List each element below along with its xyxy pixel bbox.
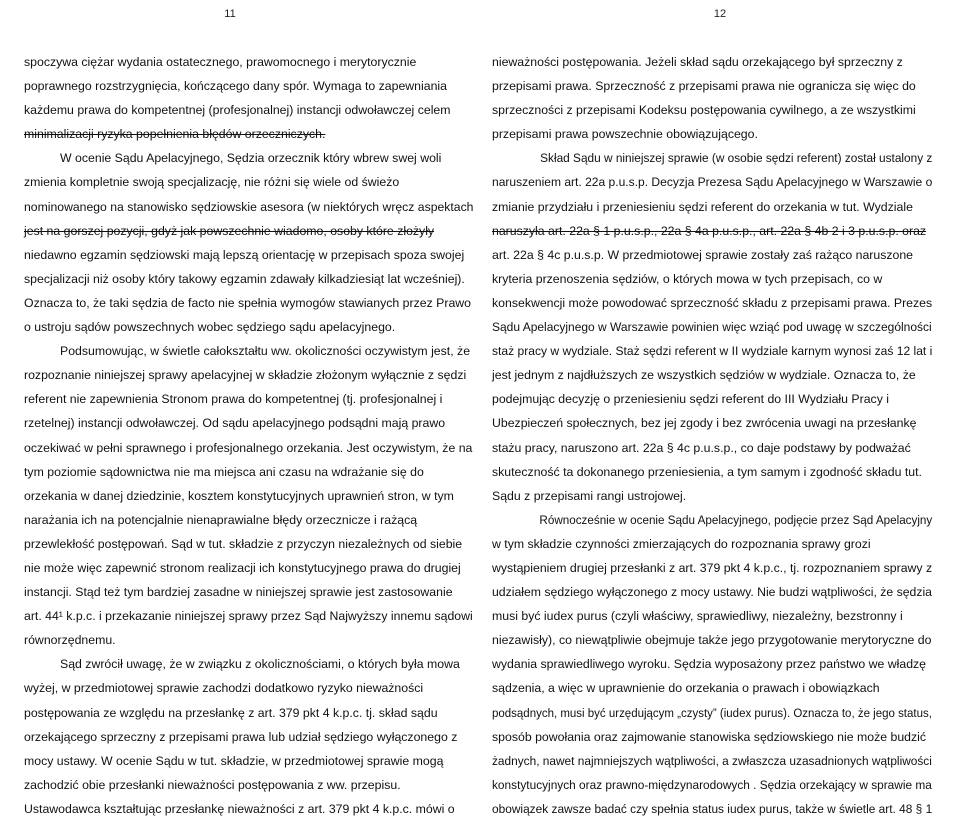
text-line: podsądnych, musi być urzędującym „czysty” (iudex purus). Oznacza to, że jego status, <box>492 705 932 720</box>
text-line: nie może więc zapewnić stronom realizacji ich konstytucyjnego prawa do drugiej <box>24 560 461 575</box>
paragraph-first-line: Równocześnie w ocenie Sądu Apelacyjnego, podjęcie przez Sąd Apelacyjny <box>539 512 933 527</box>
text-line: rozpoznanie niniejszej sprawy apelacyjnej w składzie złożonym wyłącznie z sędzi <box>24 368 467 383</box>
text-line: spoczywa ciężar wydania ostatecznego, prawomocnego i merytorycznie <box>24 55 417 69</box>
text-line: wystąpieniem drugiej przesłanki z art. 379 pkt 4 k.p.c., tj. rozpoznaniem sprawy z <box>492 560 933 575</box>
page-number: 12 <box>713 8 727 20</box>
text-line: staż pracy w wydziale. Staż sędzi referent w II wydziale karnym wynosi zaś 12 lat i <box>492 344 933 359</box>
text-line: Sądu Apelacyjnego w Warszawie powinien więc wziąć pod uwagę w szczególności <box>492 320 932 335</box>
text-line: skuteczność ta dokonanego przeniesienia, a tym samym i zgodność składu tut. <box>492 464 922 479</box>
text-line: Sądu z przepisami rangi ustrojowej. <box>492 488 687 503</box>
text-line: konstytucyjnych oraz prawno-międzynarodowych . Sędzia orzekający w sprawie ma <box>492 777 932 792</box>
text-line: musi być iudex purus (czyli właściwy, sprawiedliwy, niezależny, bezstronny i <box>492 609 903 624</box>
text-line: orzekającego sprzeczny z przepisami prawa lub udział sędziego wyłączonego z <box>24 729 458 744</box>
text-line: niedawno egzamin sędziowski mają lepszą orientację w przepisach spoza swojej <box>24 247 465 262</box>
text-line: stażu pracy, naruszono art. 22a § 4c p.u.s.p., co daje podstawy by podważać <box>492 440 911 455</box>
text-line: mocy ustawy. W ocenie Sądu w tut. składzie, w przedmiotowej sprawie mogą <box>24 753 444 768</box>
text-line: przepisami prawa. Sprzeczność z przepisami prawa nie ogranicza się więc do <box>492 79 916 94</box>
text-line: oczekiwać w pełni sprawnego i profesjonalnego orzekania. Jest oczywistym, że na <box>24 440 473 455</box>
text-line: naruszeniem art. 22a p.u.s.p. Decyzja Prezesa Sądu Apelacyjnego w Warszawie o <box>492 175 933 190</box>
text-line: zmianie przydziału i przeniesieniu sędzi referent do orzekania w tut. Wydziale <box>492 199 913 214</box>
text-line: jest jednym z najdłuższych ze wszystkich sędziów w wydziale. Oznacza to, że <box>492 368 916 383</box>
text-line: tym poziomie sądownictwa nie ma miejsca ani czasu na wdrażanie się do <box>24 464 424 479</box>
text-line: udziałem sędziego wyłączonego z mocy ustawy. Nie budzi wątpliwości, że sędzia <box>492 585 932 600</box>
text-line: wydania sprawiedliwego wyroku. Sędzia wyposażony przez państwo we władzę <box>492 657 927 672</box>
text-line: sprzeczności z przepisami Kodeksu postępowania cywilnego, a ze wszystkimi <box>492 103 916 118</box>
text-line: przepisami prawa powszechnie obowiązującego. <box>492 127 758 142</box>
paragraph-first-line: Podsumowując, w świetle całokształtu ww. okoliczności oczywistym jest, że <box>60 344 471 359</box>
text-line: instancji. Stąd też tym bardziej zasadne w niniejszej sprawie jest zastosowanie <box>24 585 453 600</box>
text-line: żadnych, nawet najmniejszych wątpliwości, a zwłaszcza uzasadnionych wątpliwości <box>492 753 932 768</box>
text-line: jest na gorszej pozycji, gdyż jak powszechnie wiadomo, osoby które złożyły <box>24 223 435 238</box>
text-line: referent nie zapewnienia Stronom prawa do kompetentnej (tj. profesjonalnej i <box>24 392 443 407</box>
text-line: specjalizacji niż osoby który takowy egzamin zdawały kilkadziesiąt lat wcześniej). <box>24 271 465 286</box>
text-line: niezawisły), co niewątpliwie obejmuje także jego przygotowanie merytoryczne do <box>492 633 932 648</box>
text-line: postępowania ze względu na przesłankę z art. 379 pkt 4 k.p.c. tj. skład sądu <box>24 705 438 720</box>
text-line: Ubezpieczeń społecznych, bez jej zgody i bez zwrócenia uwagi na przesłankę <box>492 416 917 431</box>
text-line: zmienia kompletnie swoją specjalizację, nie różni się wiele od świeżo <box>24 175 400 190</box>
text-line: orzekania w danej dziedzinie, kosztem konstytucyjnych uprawnień stron, w tym <box>24 488 454 503</box>
page-body-text <box>492 50 932 821</box>
paragraph-first-line: Skład Sądu w niniejszej sprawie (w osobie sędzi referent) został ustalony z <box>540 151 933 166</box>
text-line: wyżej, w przedmiotowej sprawie zachodzi dodatkowo ryzyko nieważności <box>24 681 424 696</box>
text-line: Ustawodawca kształtując przesłankę nieważności z art. 379 pkt 4 k.p.c. mówi o <box>24 801 455 816</box>
text-line: w tym składzie czynności zmierzających do rozpoznania sprawy grozi <box>492 536 871 551</box>
text-line: równorzędnemu. <box>24 633 116 648</box>
text-line: narażania ich na potencjalnie nienaprawialne błędy orzecznicze i rażącą <box>24 512 418 527</box>
text-line: kryteria przenoszenia sędziów, o których mowa w tych przepisach, co w <box>492 271 883 286</box>
text-line: sposób powołania oraz zajmowanie stanowiska sędziowskiego nie może budzić <box>492 729 927 744</box>
text-line: obowiązek zawsze badać czy spełnia status iudex purus, także w świetle art. 48 § 1 <box>492 801 933 816</box>
page-11 <box>0 0 480 816</box>
text-line: podejmując decyzję o przeniesieniu sędzi referent do III Wydziału Pracy i <box>492 392 890 407</box>
text-line: art. 22a § 4c p.u.s.p. W przedmiotowej sprawie zostały zaś rażąco naruszone <box>492 247 914 262</box>
page-body-text <box>24 50 473 821</box>
text-line: minimalizacji ryzyka popełnienia błędów orzeczniczych. <box>24 127 326 142</box>
page-12 <box>480 0 960 816</box>
text-line: rzetelnej) instancji odwoławczej. Od sądu apelacyjnego podsądni mają prawo <box>24 416 446 431</box>
text-line: art. 44¹ k.p.c. i przekazanie niniejszej sprawy przez Sąd Najwyższy innemu sądowi <box>24 609 473 624</box>
text-line: sądzenia, a więc w uprawnienie do orzekania o prawach i obowiązkach <box>492 681 880 696</box>
text-line: przewlekłość postępowań. Sąd w tut. składzie z przyczyn niezależnych od siebie <box>24 536 463 551</box>
text-line: poprawnego rozstrzygnięcia, kończącego dany spór. Wymaga to zapewniania <box>24 79 448 94</box>
text-line: konsekwencji może powodować sprzeczność składu z przepisami prawa. Prezes <box>492 295 933 310</box>
text-line: naruszyła art. 22a § 1 p.u.s.p., 22a § 4a p.u.s.p., art. 22a § 4b 2 i 3 p.u.s.p. oraz <box>492 223 927 238</box>
text-line: zachodzić obie przesłanki nieważności postępowania z ww. przepisu. <box>24 777 401 792</box>
paragraph-first-line: W ocenie Sądu Apelacyjnego, Sędzia orzecznik który wbrew swej woli <box>60 151 442 166</box>
page-number: 11 <box>224 8 236 20</box>
text-line: nominowanego na stanowisko sędziowskie asesora (w niektórych wręcz aspektach <box>24 199 474 214</box>
text-line: o ustroju sądów powszechnych wobec sędziego sądu apelacyjnego. <box>24 320 396 335</box>
paragraph-first-line: Sąd zwrócił uwagę, że w związku z okolicznościami, o których była mowa <box>60 657 460 672</box>
text-line: Oznacza to, że taki sędzia de facto nie spełnia wymogów stawianych przez Prawo <box>24 295 472 310</box>
text-line: nieważności postępowania. Jeżeli skład sądu orzekającego był sprzeczny z <box>492 55 903 69</box>
text-line: każdemu prawa do kompetentnej (profesjonalnej) instancji odwoławczej celem <box>24 103 451 118</box>
